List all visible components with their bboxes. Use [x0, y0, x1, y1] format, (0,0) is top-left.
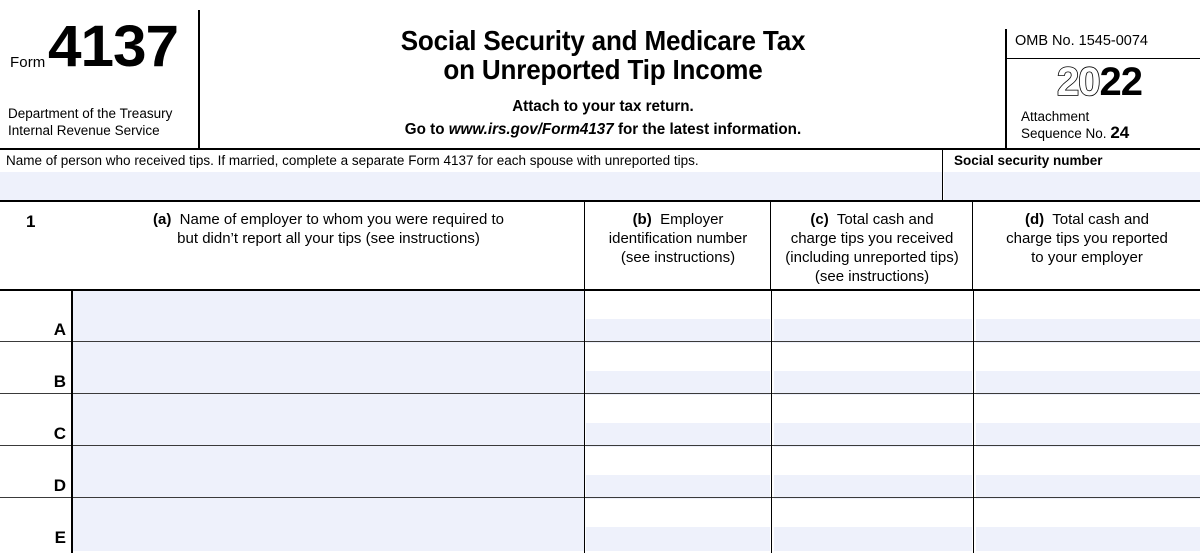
row-letter: C — [53, 424, 66, 443]
column-b-line-2: identification number — [608, 230, 748, 247]
row-a-tips-received[interactable] — [774, 291, 972, 343]
row-c-tips-reported[interactable] — [976, 395, 1200, 447]
row-letter-cell — [0, 291, 72, 343]
row-a-tips-reported[interactable] — [976, 291, 1200, 343]
department-line-2: Internal Revenue Service — [8, 122, 160, 138]
row-c-bottom-rule — [0, 445, 1200, 446]
column-a-line-2: but didn’t report all your tips (see instructions) — [177, 230, 480, 247]
column-header-d — [974, 202, 1200, 290]
table-row — [0, 343, 1200, 395]
taxpayer-identity-row — [0, 150, 1200, 200]
row-letter-cell — [0, 499, 72, 551]
row-letter-cell — [0, 343, 72, 395]
row-b-tips-received[interactable] — [774, 343, 972, 395]
row-b-tips-reported[interactable] — [976, 343, 1200, 395]
omb-number: OMB No. 1545-0074 — [1015, 33, 1148, 49]
sequence-line — [1021, 125, 1129, 142]
line-number-1: 1 — [26, 212, 36, 231]
row-c-employer-name[interactable] — [73, 395, 584, 447]
row-c-tips-received[interactable] — [774, 395, 972, 447]
column-d-tag: (d) — [1025, 211, 1045, 228]
table-column-headers — [0, 202, 1200, 290]
column-b-tag: (b) — [632, 211, 652, 228]
row-a-ein[interactable] — [586, 291, 770, 343]
column-b-line-1: (b) Employer — [632, 211, 724, 228]
form-title-line-2: on Unreported Tip Income — [443, 54, 763, 85]
column-a-line-1: (a) Name of employer to whom you were required to — [152, 211, 504, 228]
column-d-line-1: (d) Total cash and — [1025, 211, 1149, 228]
row-e-ein[interactable] — [586, 499, 770, 551]
column-header-a-text — [73, 210, 584, 248]
column-c-line-1: (c) Total cash and — [810, 211, 934, 228]
goto-prefix: Go to — [404, 121, 449, 138]
row-c-ein[interactable] — [586, 395, 770, 447]
form-title-block — [200, 0, 1006, 150]
omb-divider — [1007, 58, 1200, 59]
row-letter: D — [53, 476, 66, 495]
department-block — [8, 106, 198, 139]
table-row — [0, 447, 1200, 499]
row-d-bottom-rule — [0, 497, 1200, 498]
tax-year — [1007, 62, 1192, 102]
tax-year-year: 22 — [1099, 60, 1142, 104]
row-a-employer-name[interactable] — [73, 291, 584, 343]
body-sep-letter-a — [71, 291, 73, 553]
attachment-sequence-block — [1021, 109, 1129, 142]
column-header-c — [772, 202, 972, 290]
form-title — [228, 26, 978, 84]
table-row — [0, 499, 1200, 551]
row-letter: B — [53, 372, 66, 391]
row-e-tips-reported[interactable] — [976, 499, 1200, 551]
department-line-1: Department of the Treasury — [8, 106, 173, 121]
row-letter-cell — [0, 447, 72, 499]
row-d-tips-reported[interactable] — [976, 447, 1200, 499]
header-sep-a-b — [584, 202, 585, 290]
tax-year-century: 20 — [1057, 60, 1100, 104]
ssn-input[interactable] — [944, 172, 1200, 200]
sequence-label: Sequence No. — [1021, 126, 1107, 141]
body-sep-b-c — [771, 291, 772, 553]
row-e-employer-name[interactable] — [73, 499, 584, 551]
form-word-label: Form — [10, 54, 46, 71]
header-sep-c-d — [972, 202, 973, 290]
row-b-employer-name[interactable] — [73, 343, 584, 395]
goto-suffix: for the latest information. — [613, 121, 802, 138]
name-input[interactable] — [0, 172, 942, 200]
column-c-line-4: (see instructions) — [814, 268, 930, 285]
row-d-tips-received[interactable] — [774, 447, 972, 499]
row-letter-cell — [0, 395, 72, 447]
form-header — [0, 0, 1200, 150]
attach-instruction: Attach to your tax return. — [512, 98, 694, 115]
column-d-line-2: charge tips you reported — [1006, 230, 1168, 247]
row-b-bottom-rule — [0, 393, 1200, 394]
sequence-number: 24 — [1110, 123, 1130, 142]
attachment-label: Attachment — [1021, 109, 1090, 124]
ssn-cell — [944, 150, 1200, 200]
column-header-b — [586, 202, 770, 290]
column-header-b-text — [586, 210, 770, 267]
row-d-ein[interactable] — [586, 447, 770, 499]
column-a-tag: (a) — [152, 211, 172, 228]
column-d-line-3: to your employer — [1031, 249, 1143, 266]
name-cell — [0, 150, 942, 200]
row-letter: E — [54, 528, 66, 547]
row-b-ein[interactable] — [586, 343, 770, 395]
goto-instruction — [220, 121, 986, 139]
column-c-tag: (c) — [810, 211, 829, 228]
table-row — [0, 395, 1200, 447]
irs-url[interactable]: www.irs.gov/Form4137 — [448, 121, 614, 138]
body-sep-c-d — [973, 291, 974, 553]
ssn-label: Social security number — [954, 153, 1103, 168]
form-title-line-1: Social Security and Medicare Tax — [400, 25, 806, 56]
name-ssn-divider — [942, 150, 943, 200]
column-c-line-3: (including unreported tips) — [785, 249, 959, 266]
column-b-line-3: (see instructions) — [620, 249, 736, 266]
row-e-tips-received[interactable] — [774, 499, 972, 551]
row-d-employer-name[interactable] — [73, 447, 584, 499]
form-identity-block — [0, 0, 199, 150]
column-header-d-text — [974, 210, 1200, 267]
body-sep-a-b — [584, 291, 585, 553]
form-number: 4137 — [48, 14, 179, 79]
header-sep-b-c — [770, 202, 771, 290]
row-letter: A — [53, 320, 66, 339]
row-a-bottom-rule — [0, 341, 1200, 342]
name-label: Name of person who received tips. If married, complete a separate Form 4137 for each spouse with unreported tips. — [6, 153, 699, 168]
table-row — [0, 291, 1200, 343]
column-c-line-2: charge tips you received — [790, 230, 954, 247]
omb-block — [1007, 0, 1200, 150]
column-header-c-text — [772, 210, 972, 286]
column-header-a — [73, 202, 584, 290]
